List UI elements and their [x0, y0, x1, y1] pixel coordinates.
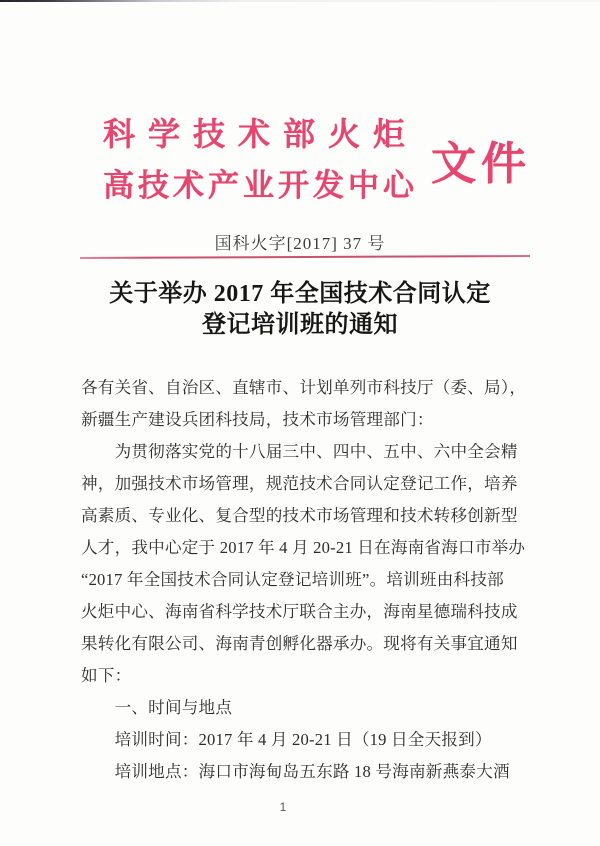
document-title: [0, 279, 600, 341]
body-line: 火炬中心、海南省科学技术厅联合主办，海南星德瑞科技成: [81, 602, 518, 621]
body-line: “2017 年全国技术合同认定登记培训班”。培训班由科技部: [81, 570, 504, 589]
document-title-line1: 关于举办 2017 年全国技术合同认定: [109, 281, 491, 307]
page-number: 1: [279, 800, 287, 814]
letterhead-doc-type: 文件: [431, 139, 532, 189]
letterhead-red-rule: [80, 255, 530, 259]
letterhead-org-line2: 高技术产业开发中心: [103, 168, 418, 203]
body-line: 新疆生产建设兵团科技局，技术市场管理部门：: [81, 410, 434, 429]
body-line: 一、时间与地点: [81, 698, 233, 717]
body-line: 培训时间：2017 年 4 月 20-21 日（19 日全天报到）: [81, 730, 492, 749]
body-line: 各有关省、自治区、直辖市、计划单列市科技厅（委、局），: [81, 378, 527, 397]
body-line: 神，加强技术市场管理，规范技术合同认定登记工作，培养: [81, 474, 518, 493]
body-line: 为贯彻落实党的十八届三中、四中、五中、六中全会精: [81, 442, 518, 461]
body-line: 高素质、专业化、复合型的技术市场管理和技术转移创新型: [81, 506, 518, 525]
document-title-line2: 登记培训班的通知: [202, 312, 398, 338]
body-line: 如下：: [81, 666, 132, 685]
body-line: 培训地点：海口市海甸岛五东路 18 号海南新燕泰大酒: [81, 762, 510, 781]
letterhead-org-line1: 科学技术部火炬: [103, 116, 419, 152]
document-number: 国科火字[2017] 37 号: [214, 234, 386, 253]
scan-edge-artifact: [0, 0, 600, 2]
body-line: 果转化有限公司、海南青创孵化器承办。现将有关事宜通知: [81, 634, 518, 653]
document-body: [81, 372, 531, 788]
body-line: 人才，我中心定于 2017 年 4 月 20-21 日在海南省海口市举办: [81, 538, 526, 557]
